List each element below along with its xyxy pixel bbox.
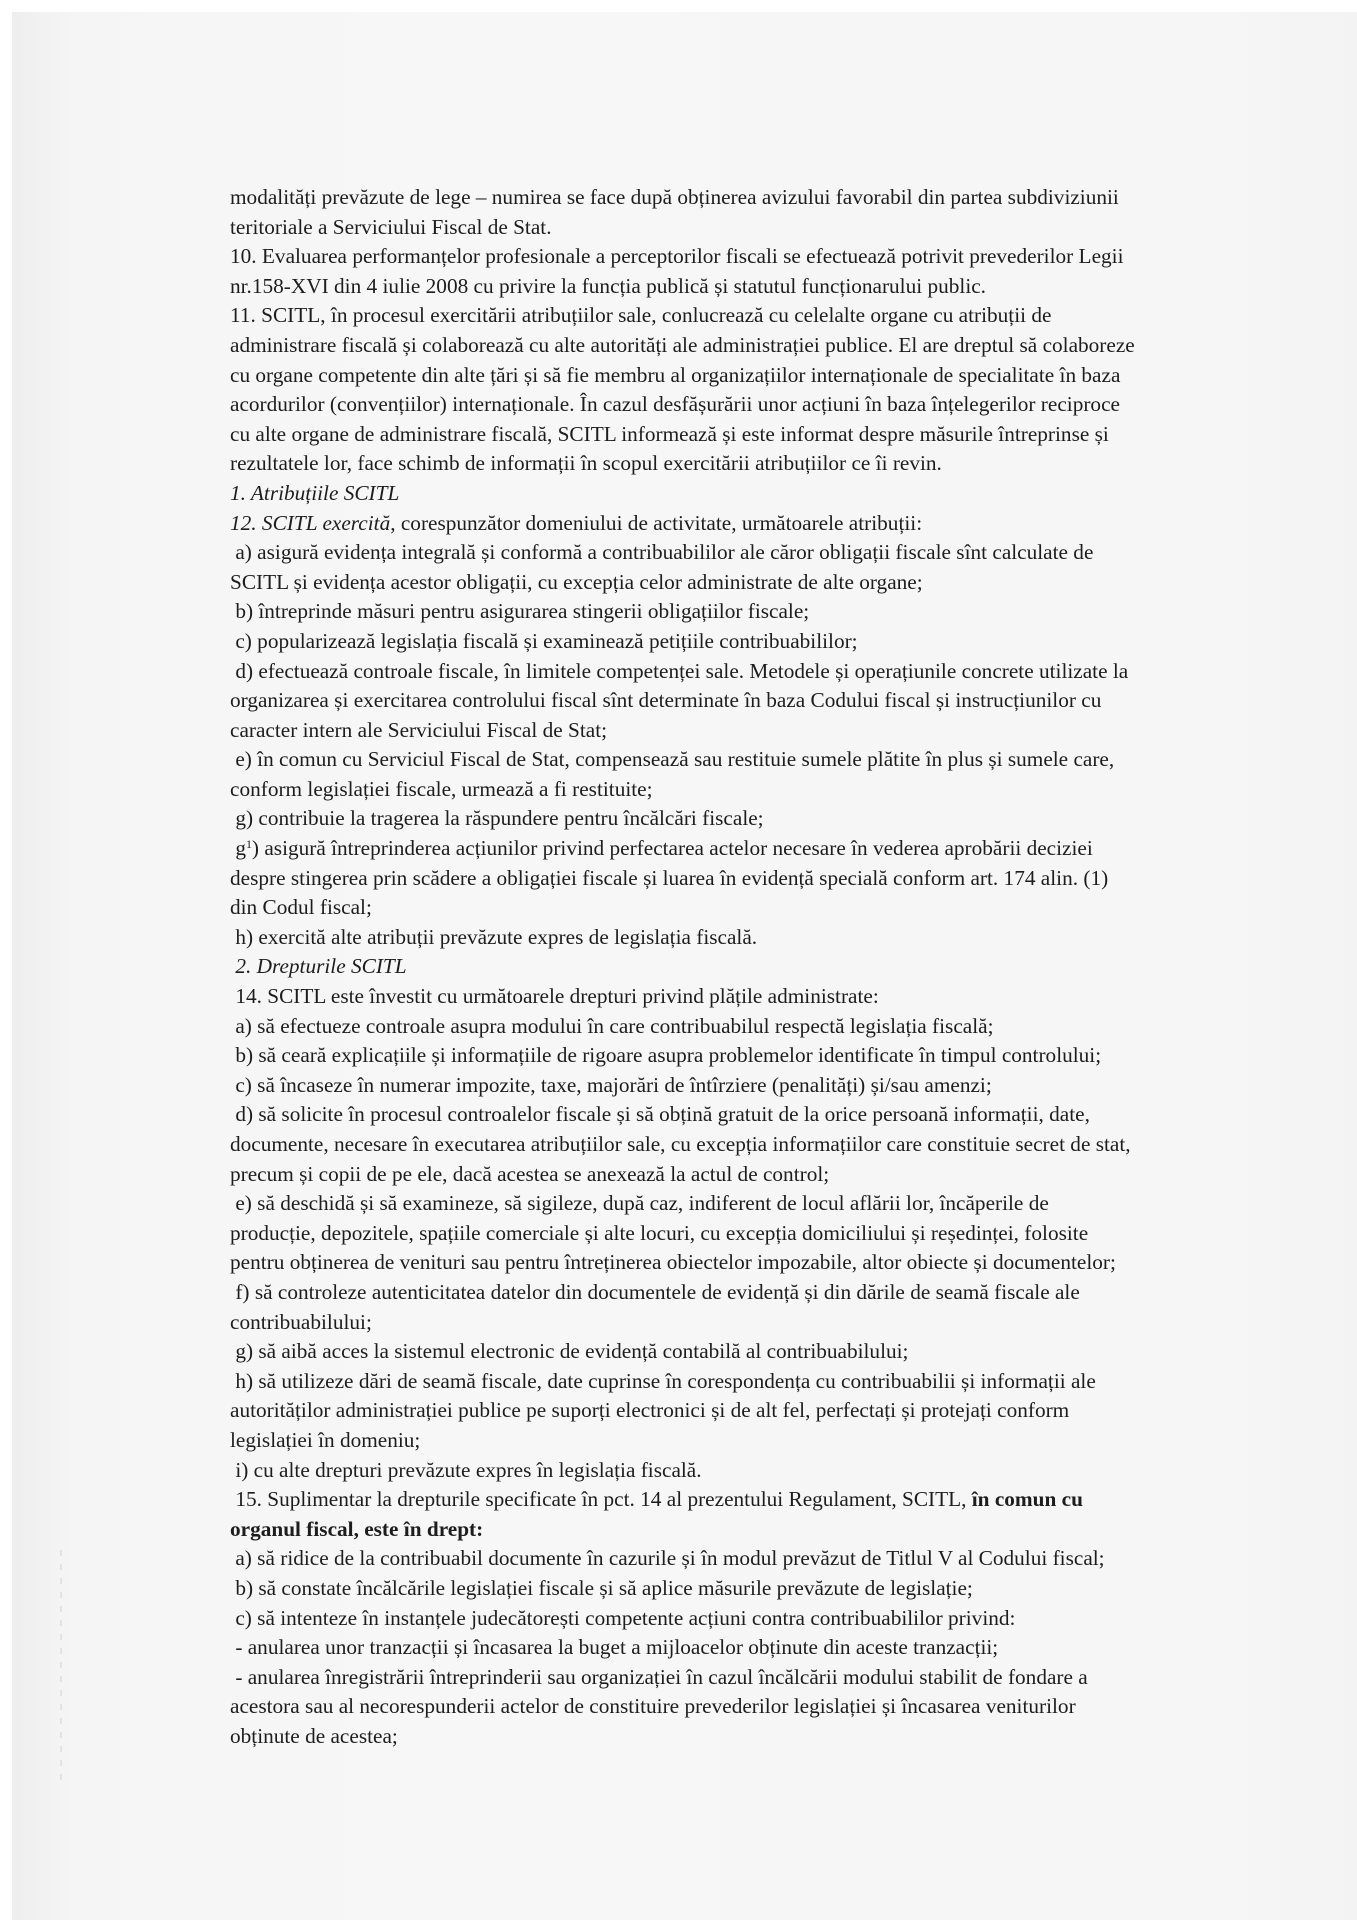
text-line: precum și copii de pe ele, dacă acestea se anexează la actul de control; (230, 1161, 830, 1186)
paragraph-15-line1 (230, 1485, 1235, 1515)
text-line: cu organe competente din alte țări și să fie membru al organizațiilor internaționale de specialitate în baza (230, 362, 1121, 387)
text-line: b) întreprinde măsuri pentru asigurarea stingerii obligațiilor fiscale; (230, 599, 810, 624)
text-line: obținute de acestea; (230, 1723, 398, 1748)
section-heading-drepturile: 2. Drepturile SCITL (230, 954, 407, 979)
text-line: SCITL și evidența acestor obligații, cu excepția celor administrate de alte organe; (230, 569, 923, 594)
text-line: nr.158-XVI din 4 iulie 2008 cu privire la funcția publică și statutul funcționarului public. (230, 273, 986, 298)
text-line: - anularea înregistrării întreprinderii sau organizației în cazul încălcării modului stabilit de fondare a (230, 1664, 1088, 1689)
text-line: f) să controleze autenticitatea datelor din documentele de evidență și din dările de seamă fiscale ale (230, 1279, 1080, 1304)
text-line: b) să constate încălcările legislației fiscale și să aplice măsurile prevăzute de legislație; (230, 1575, 973, 1600)
text-line: a) să ridice de la contribuabil documente în cazurile și în modul prevăzut de Titlul V al Codului fiscal; (230, 1546, 1105, 1571)
paragraph-12-rest: , corespunzător domeniului de activitate, următoarele atribuții: (390, 510, 923, 535)
text-line: modalități prevăzute de lege – numirea se face după obținerea avizului favorabil din partea subdiviziunii (230, 185, 1119, 209)
text-line: contribuabilului; (230, 1309, 372, 1334)
text-line: despre stingerea prin scădere a obligației fiscale și luarea în evidență specială conform art. 174 alin. (1) (230, 865, 1109, 890)
item-g1-letter: g (230, 836, 246, 861)
text-line: 14. SCITL este învestit cu următoarele drepturi privind plățile administrate: (230, 984, 879, 1009)
paragraph-15-emphasis: în comun cu (971, 1487, 1083, 1512)
text-line: acestora sau al necorespunderii actelor de constituire prevederilor legislației și încasarea veniturilor (230, 1694, 1076, 1719)
text-line: autorităților administrației publice pe suporți electronici și de alt fel, perfectați și protejați conform (230, 1398, 1070, 1423)
text-line: b) să ceară explicațiile și informațiile de rigoare asupra problemelor identificate în timpul controlului; (230, 1043, 1102, 1068)
paragraph-15-text: 15. Suplimentar la drepturile specificate în pct. 14 al prezentului Regulament, SCITL, (230, 1487, 972, 1512)
text-line: i) cu alte drepturi prevăzute expres în legislația fiscală. (230, 1457, 702, 1482)
text-line: e) să deschidă și să examineze, să sigileze, după caz, indiferent de locul aflării lor, încăperile de (230, 1191, 1049, 1216)
text-line: d) efectuează controale fiscale, în limitele competenței sale. Metodele și operațiunile concrete utilizate la (230, 658, 1129, 683)
text-line: documente, necesare în executarea atribuțiilor sale, cu excepția informațiilor care constituie secret de stat, (230, 1132, 1131, 1156)
text-line: h) să utilizeze dări de seamă fiscale, date cuprinse în corespondența cu contribuabilii și informații ale (230, 1368, 1096, 1393)
text-line: 11. SCITL, în procesul exercitării atribuțiilor sale, conlucrează cu celelalte organe cu atribuții de (230, 303, 1052, 328)
text-line: administrare fiscală și colaborează cu alte autorități ale administrației publice. El are dreptul să colaboreze (230, 332, 1135, 357)
text-line: e) în comun cu Serviciul Fiscal de Stat, compensează sau restituie sumele plătite în plus și sumele care, (230, 747, 1115, 772)
scan-edge-mark (60, 1550, 62, 1780)
text-line: d) să solicite în procesul controalelor fiscale și să obțină gratuit de la orice persoană informații, date, (230, 1102, 1090, 1127)
text-line: - anularea unor tranzacții și încasarea la buget a mijloacelor obținute din aceste tranzacții; (230, 1635, 999, 1660)
paragraph-15-line2: organul fiscal, este în drept: (230, 1516, 484, 1541)
text-line: legislației în domeniu; (230, 1427, 421, 1452)
text-line: rezultatele lor, face schimb de informații în scopul exercitării atribuțiilor ce îi revin. (230, 451, 942, 476)
text-line: pentru obținerea de venituri sau pentru întreținerea obiectelor impozabile, altor obiecte și documentelor; (230, 1250, 1116, 1275)
text-line: teritoriale a Serviciului Fiscal de Stat. (230, 214, 552, 239)
paragraph-12-lead: 12. SCITL exercită (230, 510, 391, 535)
text-line: organizarea și exercitarea controlului fiscal sînt determinate în baza Codului fiscal și instrucțiunilor cu (230, 688, 1102, 713)
text-line: c) să încaseze în numerar impozite, taxe, majorări de întîrziere (penalități) și/sau amenzi; (230, 1072, 992, 1097)
section-heading-atributiile: 1. Atribuțiile SCITL (230, 480, 400, 505)
text-line: h) exercită alte atribuții prevăzute expres de legislația fiscală. (230, 924, 758, 949)
text-line: conform legislației fiscale, urmează a fi restituite; (230, 776, 653, 801)
text-line: producție, depozitele, spațiile comerciale și alte locuri, cu excepția domiciliului și reședinței, folosite (230, 1220, 1089, 1245)
text-line: caracter intern ale Serviciului Fiscal de Stat; (230, 717, 608, 742)
text-line: din Codul fiscal; (230, 895, 372, 920)
item-g1 (230, 834, 1235, 864)
text-line: 10. Evaluarea performanțelor profesionale a perceptorilor fiscali se efectuează potrivit prevederilor Legii (230, 244, 1124, 269)
item-g1-text: ) asigură întreprinderea acțiunilor privind perfectarea actelor necesare în vederea aprobării deciziei (251, 836, 1093, 861)
item-g1-superscript: 1 (245, 837, 252, 852)
text-line: g) să aibă acces la sistemul electronic de evidență contabilă al contribuabilului; (230, 1339, 909, 1364)
text-line: a) asigură evidența integrală și conformă a contribuabililor ale căror obligații fiscale sînt calculate de (230, 540, 1094, 565)
paragraph-12-intro (230, 509, 1235, 539)
text-line: cu alte organe de administrare fiscală, SCITL informează și este informat despre măsurile întreprinse și (230, 421, 1109, 446)
text-line: a) să efectueze controale asupra modului în care contribuabilul respectă legislația fiscală; (230, 1013, 994, 1038)
text-line: c) popularizează legislația fiscală și examinează petițiile contribuabililor; (230, 628, 858, 653)
text-line: acordurilor (convențiilor) internaționale. În cazul desfășurării unor acțiuni în baza înțelegerilor reciproce (230, 392, 1120, 417)
text-line: g) contribuie la tragerea la răspundere pentru încălcări fiscale; (230, 806, 764, 831)
text-line: c) să intenteze în instanțele judecătorești competente acțiuni contra contribuabililor privind: (230, 1605, 1016, 1630)
document-body (230, 183, 1240, 1751)
